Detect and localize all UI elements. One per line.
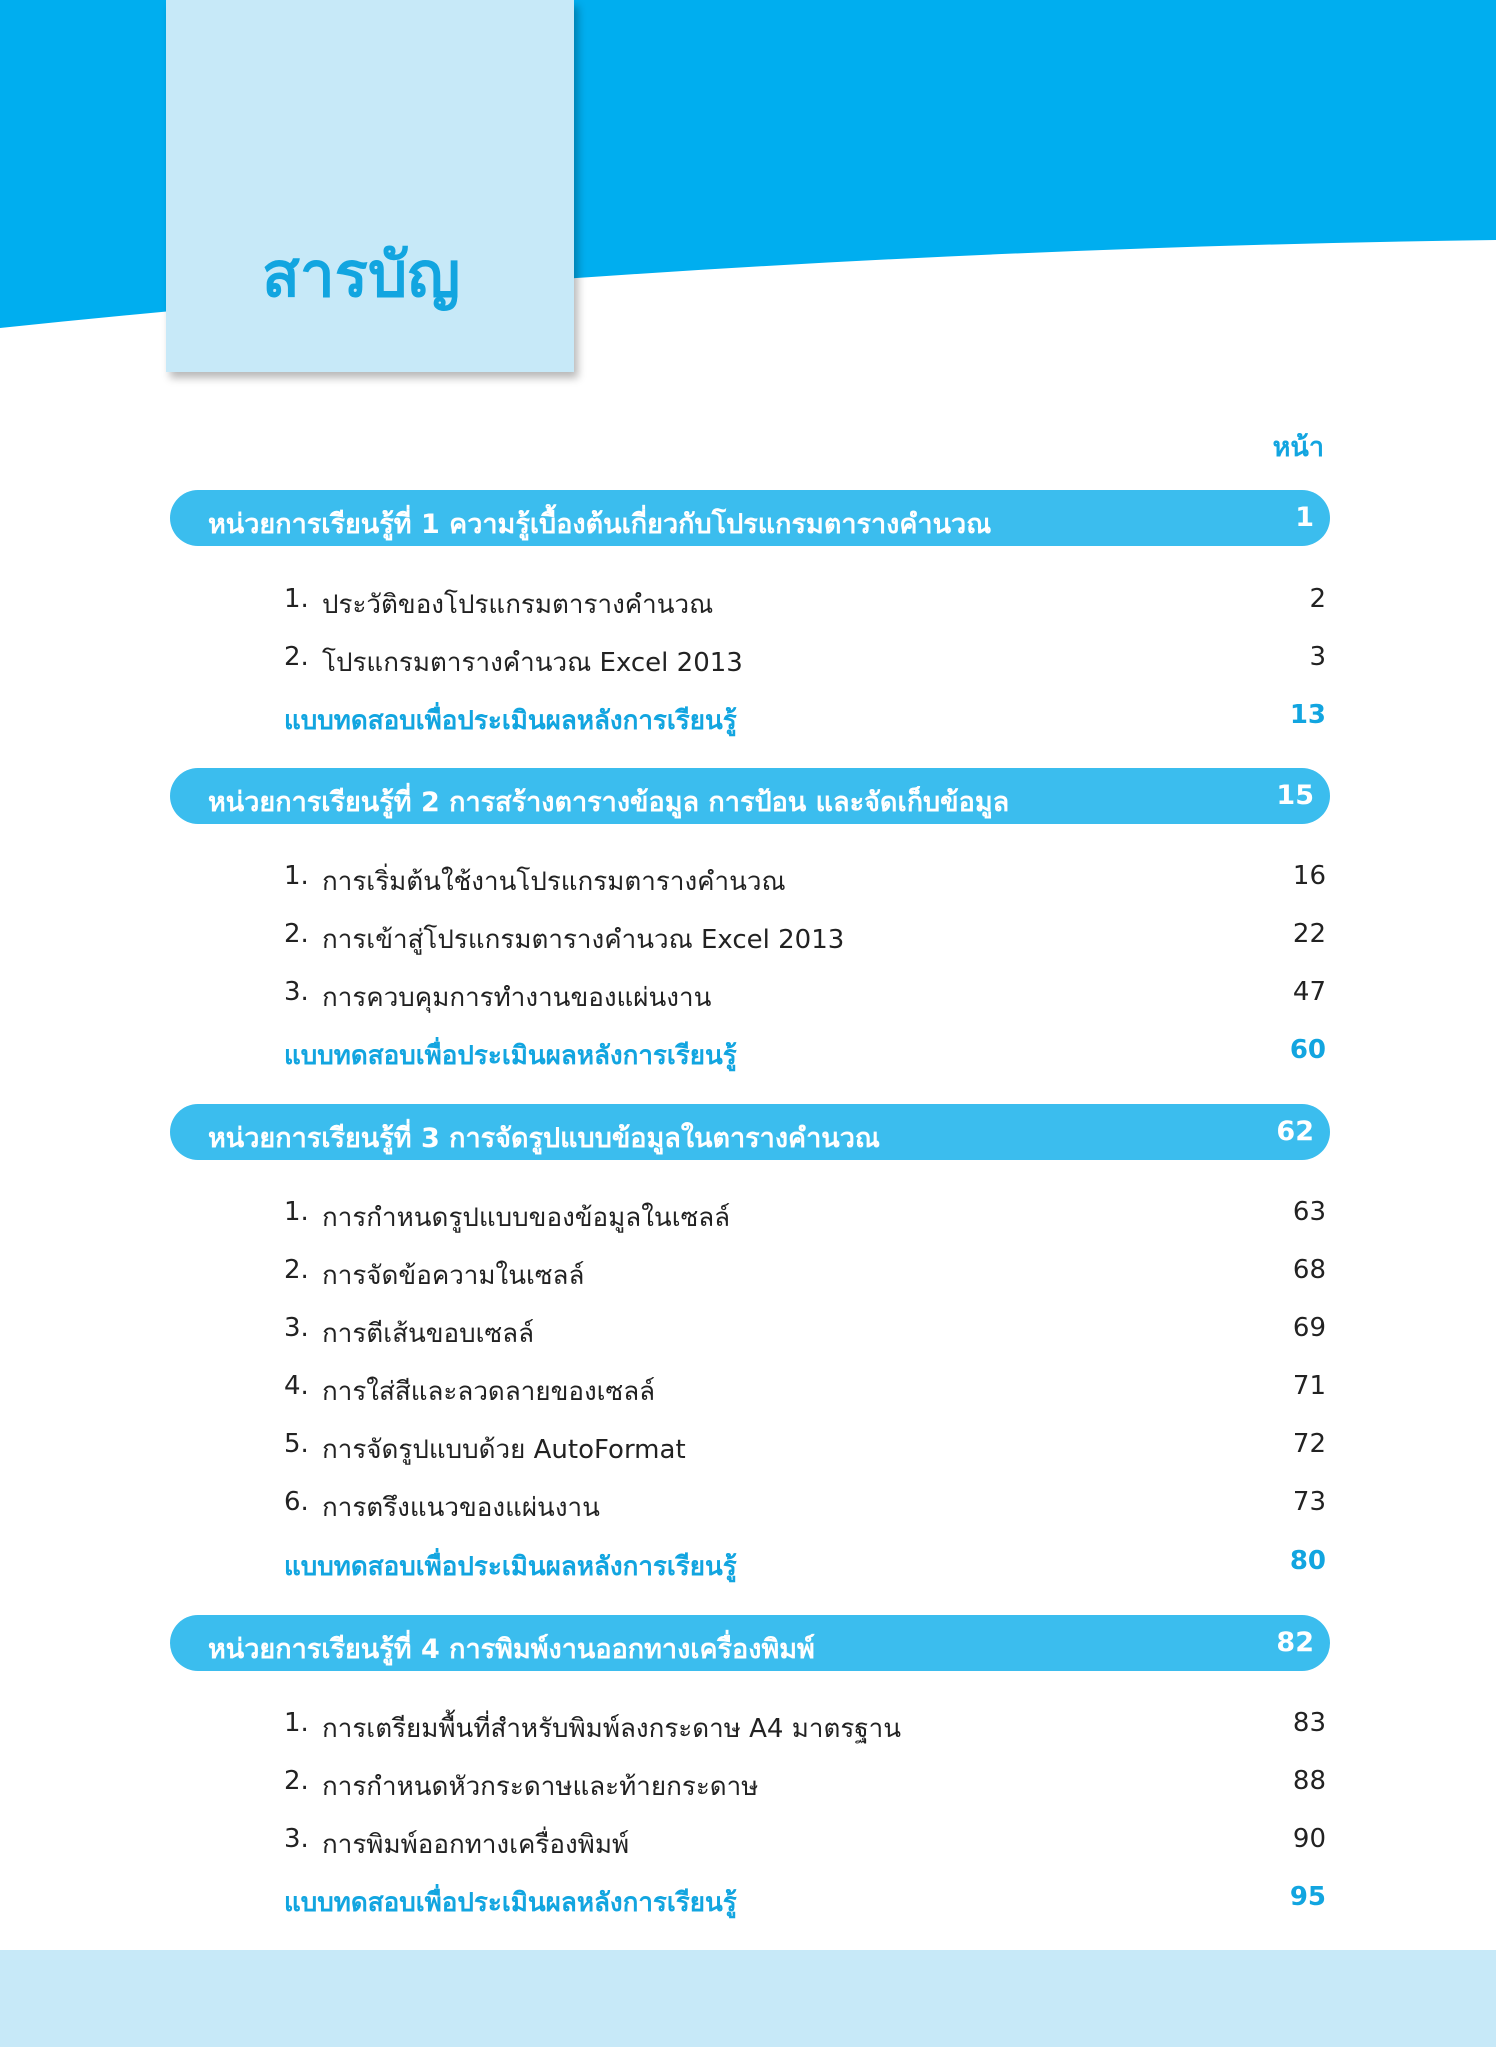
test-item[interactable] [284,700,1326,740]
toc-item[interactable] [284,861,1326,901]
unit-1-header[interactable] [170,490,1330,546]
toc-item[interactable] [284,1371,1326,1411]
item-page-number: 3 [1309,642,1326,672]
toc-item[interactable] [284,1313,1326,1353]
item-page-number: 73 [1292,1487,1326,1517]
item-number: 5. [284,1429,309,1459]
item-number: 2. [284,1766,309,1796]
test-label: แบบทดสอบเพื่อประเมินผลหลังการเรียนรู้ [284,706,737,736]
item-label: การพิมพ์ออกทางเครื่องพิมพ์ [322,1830,630,1860]
item-page-number: 63 [1292,1197,1326,1227]
test-page-number: 60 [1289,1035,1326,1065]
item-page-number: 47 [1292,977,1326,1007]
item-label: การกำหนดหัวกระดาษและท้ายกระดาษ [322,1772,759,1802]
item-label: การจัดข้อความในเซลล์ [322,1261,585,1291]
test-item[interactable] [284,1882,1326,1922]
unit-4-header[interactable] [170,1615,1330,1671]
item-number: 3. [284,1313,309,1343]
item-label: การตีเส้นขอบเซลล์ [322,1319,535,1349]
toc-item[interactable] [284,1429,1326,1469]
toc-item[interactable] [284,1255,1326,1295]
test-page-number: 13 [1289,700,1326,730]
item-page-number: 16 [1292,861,1326,891]
page-column-label: หน้า [1272,432,1324,463]
item-number: 2. [284,919,309,949]
toc-item[interactable] [284,977,1326,1017]
item-label: การจัดรูปแบบด้วย AutoFormat [322,1435,686,1465]
item-page-number: 90 [1292,1824,1326,1854]
item-page-number: 68 [1292,1255,1326,1285]
unit-title: หน่วยการเรียนรู้ที่ 2 การสร้างตารางข้อมูล การป้อน และจัดเก็บข้อมูล [208,787,1010,818]
unit-title: หน่วยการเรียนรู้ที่ 4 การพิมพ์งานออกทางเครื่องพิมพ์ [208,1634,815,1665]
item-number: 2. [284,642,309,672]
test-page-number: 95 [1289,1882,1326,1912]
item-number: 1. [284,861,309,891]
test-label: แบบทดสอบเพื่อประเมินผลหลังการเรียนรู้ [284,1552,737,1582]
toc-item[interactable] [284,1487,1326,1527]
item-page-number: 71 [1292,1371,1326,1401]
item-label: การเข้าสู่โปรแกรมตารางคำนวณ Excel 2013 [322,925,845,955]
item-number: 6. [284,1487,309,1517]
page-title: สารบัญ [262,238,461,311]
item-number: 3. [284,977,309,1007]
test-label: แบบทดสอบเพื่อประเมินผลหลังการเรียนรู้ [284,1041,737,1071]
item-label: การใส่สีและลวดลายของเซลล์ [322,1377,656,1407]
item-number: 4. [284,1371,309,1401]
unit-page-number: 15 [1276,780,1314,811]
unit-title: หน่วยการเรียนรู้ที่ 3 การจัดรูปแบบข้อมูลในตารางคำนวณ [208,1123,880,1154]
item-label: โปรแกรมตารางคำนวณ Excel 2013 [322,648,743,678]
test-label: แบบทดสอบเพื่อประเมินผลหลังการเรียนรู้ [284,1888,737,1918]
item-label: การตรึงแนวของแผ่นงาน [322,1493,600,1523]
item-page-number: 2 [1309,584,1326,614]
item-number: 3. [284,1824,309,1854]
title-card [166,0,574,372]
item-number: 2. [284,1255,309,1285]
unit-page-number: 1 [1295,502,1314,533]
item-page-number: 83 [1292,1708,1326,1738]
toc-item[interactable] [284,919,1326,959]
item-number: 1. [284,584,309,614]
toc-item[interactable] [284,584,1326,624]
unit-title: หน่วยการเรียนรู้ที่ 1 ความรู้เบื้องต้นเกี่ยวกับโปรแกรมตารางคำนวณ [208,509,992,540]
toc-item[interactable] [284,1197,1326,1237]
test-page-number: 80 [1289,1546,1326,1576]
item-label: การเริ่มต้นใช้งานโปรแกรมตารางคำนวณ [322,867,786,897]
test-item[interactable] [284,1546,1326,1586]
item-label: การควบคุมการทำงานของแผ่นงาน [322,983,712,1013]
toc-item[interactable] [284,1708,1326,1748]
item-page-number: 88 [1292,1766,1326,1796]
bottom-band [0,1950,1496,2047]
unit-page-number: 62 [1276,1116,1314,1147]
unit-page-number: 82 [1276,1627,1314,1658]
item-label: การกำหนดรูปแบบของข้อมูลในเซลล์ [322,1203,731,1233]
toc-item[interactable] [284,642,1326,682]
toc-item[interactable] [284,1824,1326,1864]
item-page-number: 72 [1292,1429,1326,1459]
toc-item[interactable] [284,1766,1326,1806]
item-page-number: 22 [1292,919,1326,949]
unit-2-header[interactable] [170,768,1330,824]
item-page-number: 69 [1292,1313,1326,1343]
test-item[interactable] [284,1035,1326,1075]
item-number: 1. [284,1708,309,1738]
item-number: 1. [284,1197,309,1227]
item-label: ประวัติของโปรแกรมตารางคำนวณ [322,590,714,620]
item-label: การเตรียมพื้นที่สำหรับพิมพ์ลงกระดาษ A4 มาตรฐาน [322,1714,902,1744]
unit-3-header[interactable] [170,1104,1330,1160]
